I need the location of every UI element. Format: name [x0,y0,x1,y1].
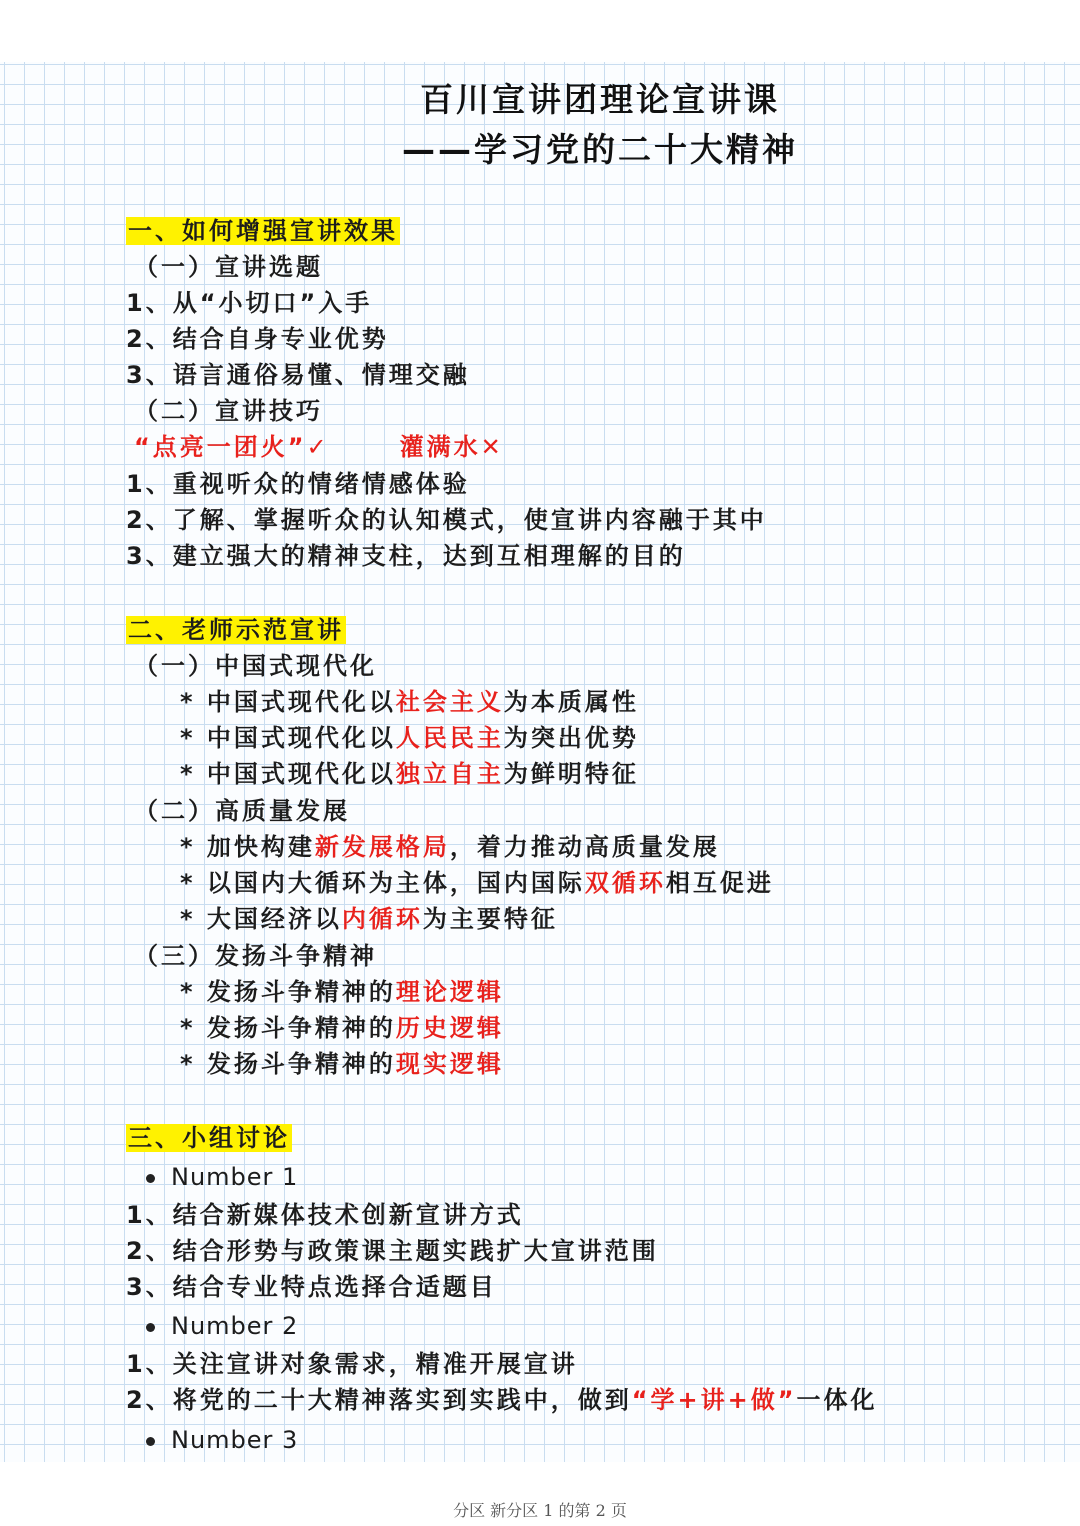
section-heading-3: 三、小组讨论 [128,1124,290,1152]
star-item: * 中国式现代化以人民民主为突出优势 [180,724,639,752]
tip-bad: 灌满水 [399,433,481,461]
star-item: * 加快构建新发展格局，着力推动高质量发展 [180,833,720,861]
page-title: 百川宣讲团理论宣讲课 [420,80,780,119]
list-item: 2、了解、掌握听众的认知模式，使宣讲内容融于其中 [126,506,767,534]
bullet-item: Number 2 [146,1309,298,1343]
section-heading-1: 一、如何增强宣讲效果 [128,217,398,245]
star-item: * 中国式现代化以社会主义为本质属性 [180,688,639,716]
list-item: 1、从“小切口”入手 [126,289,373,317]
bullet-item: Number 1 [146,1160,298,1194]
section-heading-2: 二、老师示范宣讲 [128,616,344,644]
star-item: * 以国内大循环为主体，国内国际双循环相互促进 [180,869,774,897]
subheading-2-1: （一）中国式现代化 [134,652,377,680]
bullet-dot-icon [146,1323,155,1332]
bullet-dot-icon [146,1437,155,1446]
subheading-1-2: （二）宣讲技巧 [134,397,323,425]
list-item: 3、结合专业特点选择合适题目 [126,1273,497,1301]
subheading-1-1: （一）宣讲选题 [134,253,323,281]
list-item: 1、结合新媒体技术创新宣讲方式 [126,1201,524,1229]
star-item: * 大国经济以内循环为主要特征 [180,905,558,933]
subheading-2-3: （三）发扬斗争精神 [134,942,377,970]
star-item: * 发扬斗争精神的理论逻辑 [180,978,504,1006]
check-icon: ✓ [306,433,330,461]
list-item: 1、重视听众的情绪情感体验 [126,470,470,498]
tip-good: “点亮一团火” [134,433,307,461]
list-item: 3、建立强大的精神支柱，达到互相理解的目的 [126,542,686,570]
list-item: 2、结合自身专业优势 [126,325,389,353]
page-subtitle: ——学习党的二十大精神 [402,130,798,169]
page-footer: 分区 新分区 1 的第 2 页 [453,1501,627,1520]
subheading-2-2: （二）高质量发展 [134,797,350,825]
cross-icon: ✕ [480,433,504,461]
star-item: * 中国式现代化以独立自主为鲜明特征 [180,760,639,788]
bullet-item: Number 3 [146,1423,298,1457]
bullet-dot-icon [146,1174,155,1183]
list-item: 1、关注宣讲对象需求，精准开展宣讲 [126,1350,578,1378]
star-item: * 发扬斗争精神的历史逻辑 [180,1014,504,1042]
list-item: 3、语言通俗易懂、情理交融 [126,361,470,389]
list-item: 2、结合形势与政策课主题实践扩大宣讲范围 [126,1237,659,1265]
list-item: 2、将党的二十大精神落实到实践中，做到“学+讲+做”一体化 [126,1386,878,1414]
tip-line [134,430,504,464]
star-item: * 发扬斗争精神的现实逻辑 [180,1050,504,1078]
